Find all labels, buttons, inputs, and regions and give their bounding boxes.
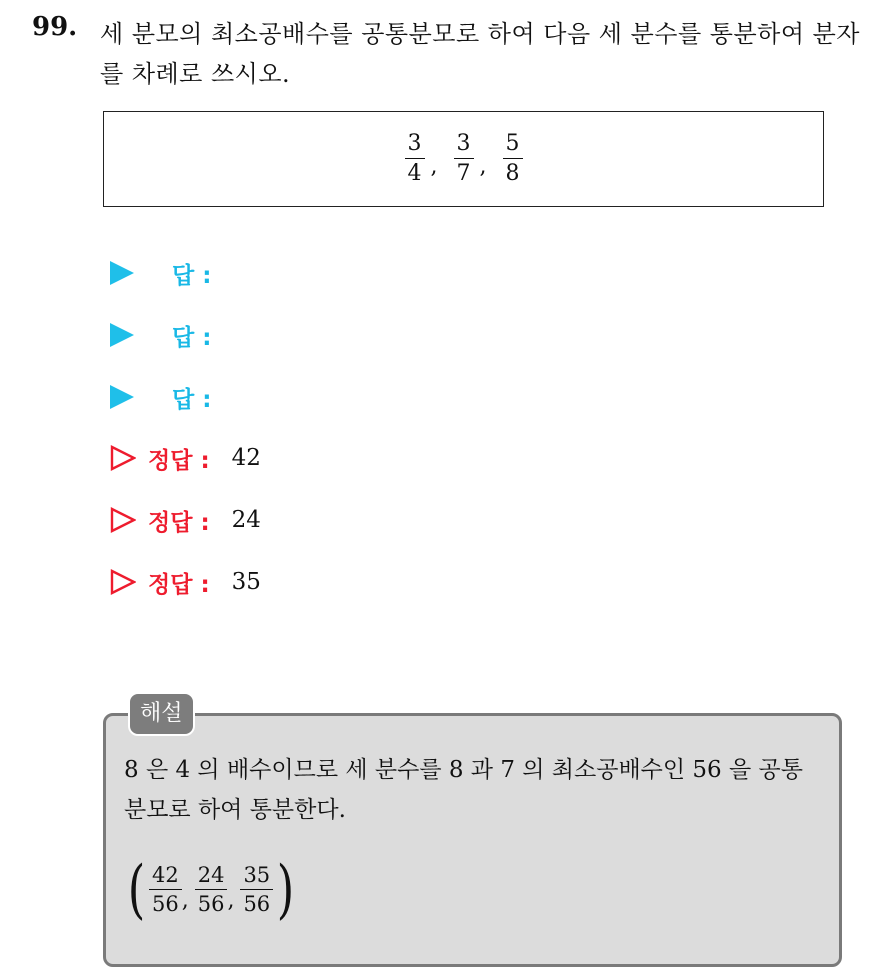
left-paren: (: [127, 853, 146, 927]
question-text: 세 분모의 최소공배수를 공통분모로 하여 다음 세 분수를 통분하여 분자를 차례로 쓰시오.: [100, 20, 860, 88]
correct-label: 정답 :: [148, 447, 210, 474]
explanation-text: 8 은 4 의 배수이므로 세 분수를 8 과 7 의 최소공배수인 56 을 공통분모로 하여 통분한다.: [124, 757, 803, 823]
fraction: [240, 865, 273, 915]
fraction: [503, 133, 523, 185]
explanation-tag: 해설: [128, 692, 195, 736]
play-arrow-icon: [110, 385, 134, 409]
fraction: [454, 133, 474, 185]
denominator: 56: [195, 889, 228, 915]
denominator: 4: [405, 158, 425, 185]
comma-separator: ,: [479, 153, 487, 179]
fraction: [149, 865, 182, 915]
question-number: 99.: [32, 12, 78, 42]
right-paren: ): [276, 853, 295, 927]
triangle-outline-icon: [110, 445, 136, 471]
correct-value: 24: [231, 507, 261, 533]
answer-row[interactable]: [110, 256, 211, 290]
answer-row[interactable]: [110, 318, 211, 352]
numerator: 3: [407, 131, 422, 156]
numerator: 24: [197, 863, 225, 887]
triangle-outline-icon: [110, 507, 136, 533]
correct-label: 정답 :: [148, 509, 210, 536]
play-arrow-icon: [110, 261, 134, 285]
comma-separator: ,: [227, 887, 235, 913]
play-arrow-icon: [110, 323, 134, 347]
numerator: 35: [243, 863, 271, 887]
fraction: [195, 865, 228, 915]
correct-label: 정답 :: [148, 571, 210, 598]
denominator: 7: [454, 158, 474, 185]
answer-label: 답 :: [172, 386, 212, 413]
answer-label: 답 :: [172, 262, 212, 289]
denominator: 56: [149, 889, 182, 915]
triangle-outline-icon: [110, 569, 136, 595]
fraction: [405, 133, 425, 185]
comma-separator: ,: [430, 153, 438, 179]
denominator: 8: [503, 158, 523, 185]
comma-separator: ,: [181, 887, 189, 913]
numerator: 5: [505, 131, 520, 156]
correct-answer-row: [110, 565, 261, 599]
numerator: 42: [151, 863, 179, 887]
correct-value: 35: [231, 569, 261, 595]
correct-answer-row: [110, 441, 261, 475]
answer-row[interactable]: [110, 380, 211, 414]
denominator: 56: [240, 889, 273, 915]
answer-label: 답 :: [172, 324, 212, 351]
explanation-formula: [124, 853, 298, 927]
correct-value: 42: [231, 445, 261, 471]
numerator: 3: [456, 131, 471, 156]
correct-answer-row: [110, 503, 261, 537]
fraction-box: [103, 111, 824, 207]
